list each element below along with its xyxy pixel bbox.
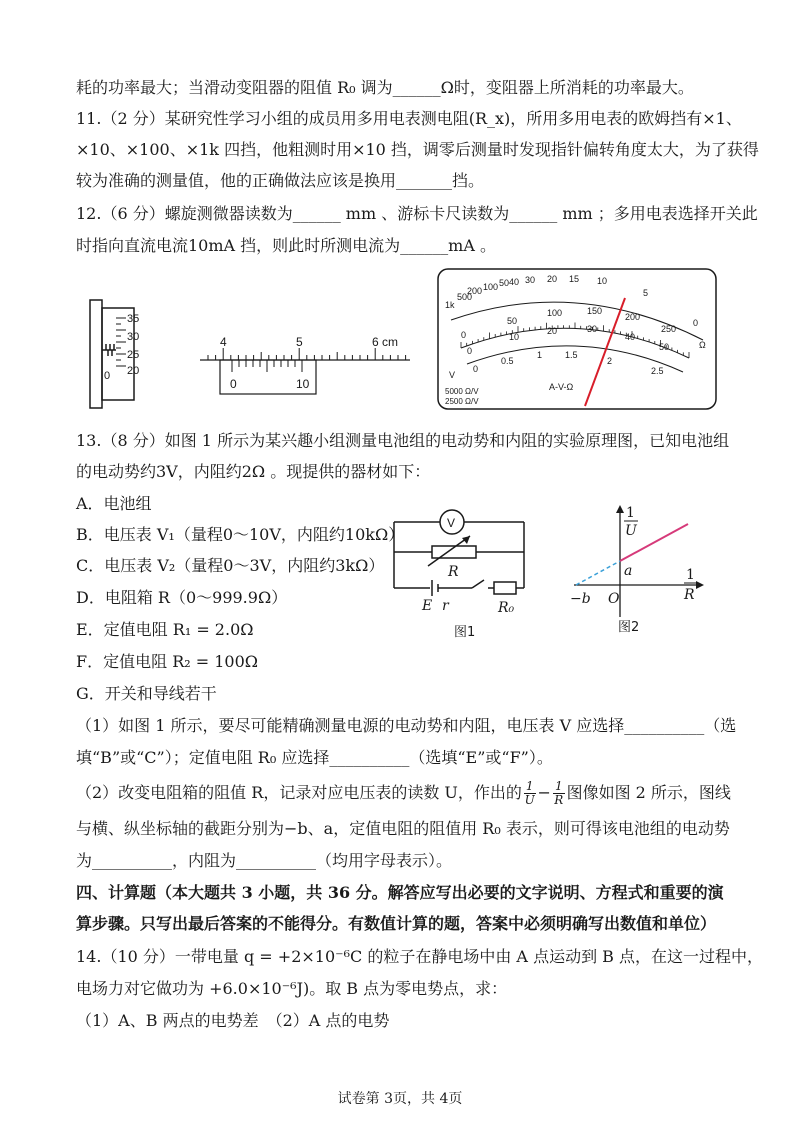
ohm-scale-label: 50: [499, 278, 510, 288]
caliper-main-label: 5: [296, 335, 303, 349]
caliper-vernier-label: 0: [230, 377, 237, 391]
text-segment: （2）改变电阻箱的阻值 R，记录对应电压表的读数 U，作出的: [76, 783, 522, 802]
micrometer-tick-label: 30: [127, 331, 140, 343]
emf-label: E: [422, 598, 433, 614]
ohm-symbol: Ω: [699, 340, 706, 350]
dc-scale-label: 150: [587, 306, 603, 316]
option-a: A．电池组: [76, 494, 152, 513]
x-axis-label-numerator: 1: [686, 567, 695, 583]
caliper-vernier-label: 10: [296, 377, 310, 391]
text-line: 时指向直流电流10mA 挡，则此时所测电流为______mA 。: [76, 236, 496, 255]
internal-resistance-label: r: [442, 598, 449, 614]
text-line: 填“B”或“C”）；定值电阻 R₀ 应选择__________（选填“E”或“F”）。: [76, 748, 553, 767]
text-line: 的电动势约3V，内阻约2Ω 。现提供的器材如下：: [76, 462, 431, 481]
origin-label: O: [608, 591, 620, 607]
graph-figure-2: [568, 505, 710, 637]
graph-extrapolation-line: [576, 561, 620, 585]
option-c: C．电压表 V₂（量程0～3V，内阻约3kΩ）: [76, 556, 385, 575]
ohm-scale-label: 100: [483, 282, 499, 292]
text-line: 与横、纵坐标轴的截距分别为−b、a，定值电阻的阻值用 R₀ 表示，则可得该电池组的电动势: [76, 819, 730, 838]
fixed-resistor-label: R₀: [498, 600, 515, 616]
text-line: 较为准确的测量值，他的正确做法应该是换用_______挡。: [76, 171, 485, 190]
meter-spec: 5000 Ω/V: [445, 387, 479, 396]
text-line: 耗的功率最大；当滑动变阻器的阻值 R₀ 调为______Ω时，变阻器上所消耗的功率最大。: [76, 78, 694, 97]
minus-sign: −: [537, 783, 551, 802]
text-line: ×10、×100、×1k 四挡，他粗测时用×10 挡，调零后测量时发现指针偏转角度太大，为了获得: [76, 140, 759, 159]
dc-scale-label: 50: [507, 316, 518, 326]
dc-scale-label: 0: [467, 346, 473, 356]
voltmeter-label: V: [447, 516, 456, 530]
fraction-1-over-r: $\frac{1}{R}$: [554, 779, 564, 807]
option-f: F．定值电阻 R₂ = 100Ω: [76, 652, 259, 671]
text-segment: 图像如图 2 所示，图线: [566, 783, 731, 802]
caliper-figure: [196, 330, 416, 398]
dc-scale-label: 10: [509, 332, 520, 342]
page-footer: 试卷第 3页，共 4页: [337, 1091, 463, 1107]
section-heading: 算步骤。只写出最后答案的不能得分。有数值计算的题，答案中必须明确写出数值和单位）: [76, 914, 717, 933]
meter-brand: A-V-Ω: [549, 382, 574, 392]
figure-1-caption: 图1: [454, 625, 476, 640]
x-intercept-label: −b: [570, 591, 591, 607]
multimeter-dial-figure: [437, 268, 717, 410]
ohm-scale-label: 30: [525, 275, 536, 285]
text-line: 11.（2 分）某研究性学习小组的成员用多用电表测电阻(R_x)，所用多用电表的欧姆挡有×1、: [76, 109, 742, 128]
text-line: 电场力对它做功为 +6.0×10⁻⁶J)。取 B 点为零电势点，求：: [76, 979, 508, 998]
text-line: 12.（6 分）螺旋测微器读数为______ mm 、游标卡尺读数为______ mm ；多用电表选择开关此: [76, 204, 758, 223]
circuit-figure-1: [384, 500, 554, 640]
ohm-scale-label: 1k: [445, 300, 455, 310]
volt-label: V: [449, 370, 456, 380]
dc-scale-label: 50: [659, 342, 670, 352]
dc-scale-label: 250: [661, 324, 677, 334]
dc-scale-label: 0: [473, 364, 479, 374]
text-line: 为__________，内阻为__________（均用字母表示）。: [76, 851, 453, 870]
text-line: 14.（10 分）一带电量 q = +2×10⁻⁶C 的粒子在静电场中由 A 点运动到 B 点，在这一过程中，: [76, 947, 763, 966]
micrometer-tick-label: 25: [127, 349, 140, 361]
y-axis-label-denominator: U: [625, 523, 637, 539]
ohm-scale-label: 10: [597, 276, 608, 286]
caliper-main-label: 4: [220, 335, 227, 349]
micrometer-tick-label: 20: [127, 365, 140, 377]
y-axis-label-numerator: 1: [626, 505, 635, 521]
dc-scale-label: 200: [625, 312, 641, 322]
option-e: E．定值电阻 R₁ = 2.0Ω: [76, 620, 254, 639]
ohm-scale-label: 500: [457, 292, 473, 302]
option-g: G．开关和导线若干: [76, 684, 217, 703]
dc-scale-label: 1: [537, 350, 543, 360]
ohm-scale-label: 15: [569, 274, 580, 284]
ohm-scale-label: 0: [693, 318, 699, 328]
caliper-main-label: 6 cm: [372, 335, 399, 349]
text-line-with-fraction: [76, 780, 731, 807]
micrometer-figure: [84, 290, 164, 412]
dc-scale-label: 40: [625, 332, 636, 342]
meter-spec: 2500 Ω/V: [445, 397, 479, 406]
resistor-box-label: R: [448, 564, 459, 580]
option-b: B．电压表 V₁（量程0～10V，内阻约10kΩ）: [76, 525, 405, 544]
ohm-scale-label: 200: [467, 286, 483, 296]
y-intercept-label: a: [624, 563, 633, 579]
dc-scale-label: 100: [547, 308, 563, 318]
figure-2-caption: 图2: [618, 620, 640, 635]
dc-scale-label: 20: [547, 326, 558, 336]
ohm-scale-label: 20: [547, 274, 558, 284]
text-line: （1）A、B 两点的电势差 （2）A 点的电势: [76, 1011, 390, 1030]
section-heading: 四、计算题（本大题共 3 小题，共 36 分。解答应写出必要的文字说明、方程式和重要的演: [76, 883, 724, 902]
dc-scale-label: 2: [607, 356, 613, 366]
dc-scale-label: 1.5: [565, 350, 578, 360]
micrometer-zero-label: 0: [104, 370, 111, 382]
text-line: 13.（8 分）如图 1 所示为某兴趣小组测量电池组的电动势和内阻的实验原理图，已知电池组: [76, 431, 730, 450]
dc-scale-label: 0: [461, 330, 467, 340]
micrometer-tick-label: 35: [127, 313, 140, 325]
dc-scale-label: 0.5: [501, 356, 514, 366]
ohm-scale-label: 5: [643, 288, 649, 298]
dc-scale-label: 2.5: [651, 366, 664, 376]
x-axis-label-denominator: R: [684, 587, 695, 603]
text-line: （1）如图 1 所示，要尽可能精确测量电源的电动势和内阻，电压表 V 应选择__________（选: [76, 716, 737, 735]
option-d: D．电阻箱 R（0～999.9Ω）: [76, 588, 288, 607]
ohm-scale-label: 40: [509, 277, 520, 287]
dc-scale-label: 30: [587, 324, 598, 334]
fraction-1-over-u: $\frac{1}{U}$: [524, 779, 535, 807]
